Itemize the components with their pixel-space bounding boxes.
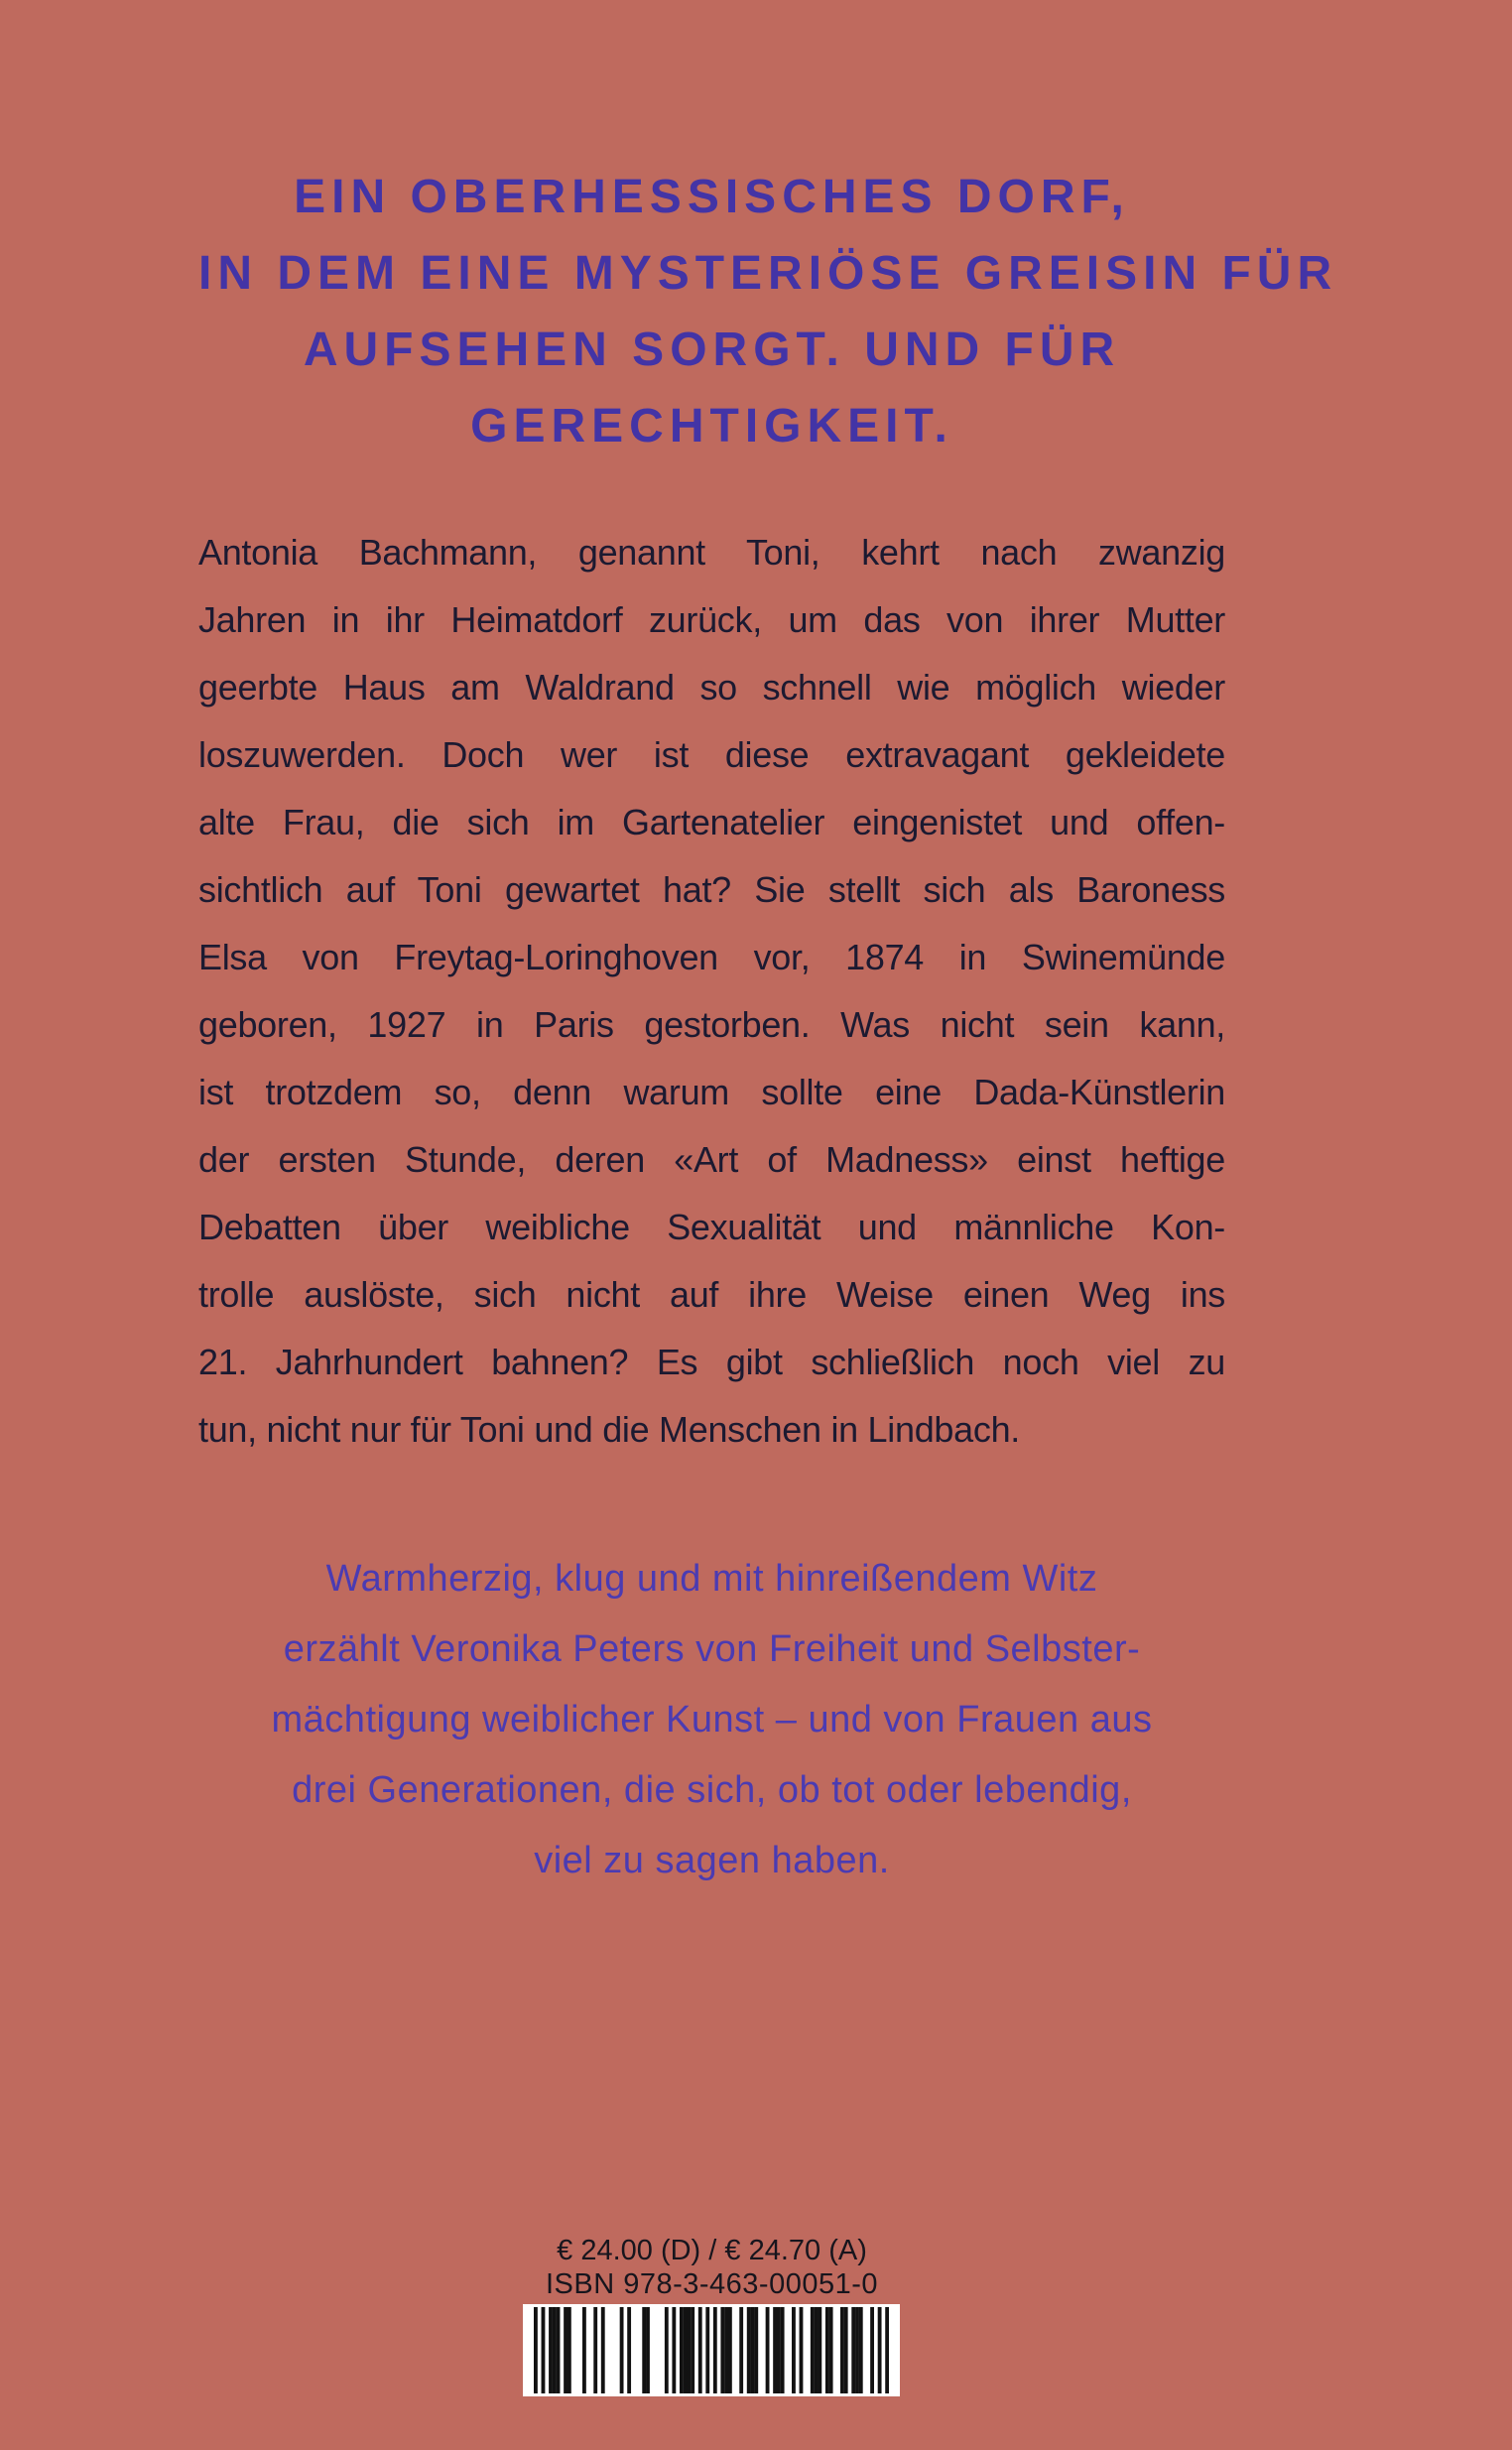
review-line: mächtigung weiblicher Kunst – und von Frauen aus	[271, 1699, 1153, 1741]
review-line: Warmherzig, klug und mit hinreißendem Witz	[325, 1558, 1098, 1600]
barcode-bars	[534, 2307, 889, 2393]
synopsis-line: alte Frau, die sich im Gartenatelier eingenistet und offen-	[198, 802, 1225, 842]
synopsis-line: der ersten Stunde, deren «Art of Madness» einst heftige	[198, 1139, 1225, 1180]
headline	[198, 159, 1338, 464]
synopsis-line: sichtlich auf Toni gewartet hat? Sie stellt sich als Baroness	[198, 869, 1225, 910]
synopsis-line: Antonia Bachmann, genannt Toni, kehrt nach zwanzig	[198, 532, 1225, 573]
synopsis	[198, 519, 1225, 1464]
synopsis-line: geboren, 1927 in Paris gestorben. Was nicht sein kann,	[198, 1004, 1225, 1045]
review-blurb	[198, 1544, 1225, 1896]
isbn-text: ISBN 978-3-463-00051-0	[545, 2268, 879, 2300]
headline-line: EIN OBERHESSISCHES DORF,	[294, 171, 1130, 223]
review-line: drei Generationen, die sich, ob tot oder lebendig,	[292, 1769, 1132, 1811]
review-line: viel zu sagen haben.	[534, 1840, 890, 1881]
headline-line: IN DEM EINE MYSTERIÖSE GREISIN FÜR	[198, 247, 1338, 300]
barcode	[523, 2304, 900, 2396]
review-line: erzählt Veronika Peters von Freiheit und Selbster-	[283, 1628, 1141, 1670]
synopsis-line: ist trotzdem so, denn warum sollte eine Dada-Künstlerin	[198, 1072, 1225, 1112]
synopsis-line: Debatten über weibliche Sexualität und männliche Kon-	[198, 1207, 1225, 1247]
synopsis-line: loszuwerden. Doch wer ist diese extravagant gekleidete	[198, 734, 1225, 775]
synopsis-line: trolle auslöste, sich nicht auf ihre Weise einen Weg ins	[198, 1274, 1225, 1315]
headline-line: AUFSEHEN SORGT. UND FÜR	[303, 323, 1121, 376]
synopsis-line: tun, nicht nur für Toni und die Menschen in Lindbach.	[198, 1409, 1020, 1450]
headline-line: GERECHTIGKEIT.	[470, 400, 953, 452]
synopsis-line: Jahren in ihr Heimatdorf zurück, um das von ihrer Mutter	[198, 599, 1225, 640]
synopsis-line: geerbte Haus am Waldrand so schnell wie möglich wieder	[198, 667, 1225, 708]
synopsis-line: Elsa von Freytag-Loringhoven vor, 1874 in Swinemünde	[198, 937, 1225, 977]
price-text: € 24.00 (D) / € 24.70 (A)	[557, 2235, 867, 2266]
synopsis-line: 21. Jahrhundert bahnen? Es gibt schließlich noch viel zu	[198, 1342, 1225, 1382]
pricing-block	[198, 2234, 1225, 2301]
